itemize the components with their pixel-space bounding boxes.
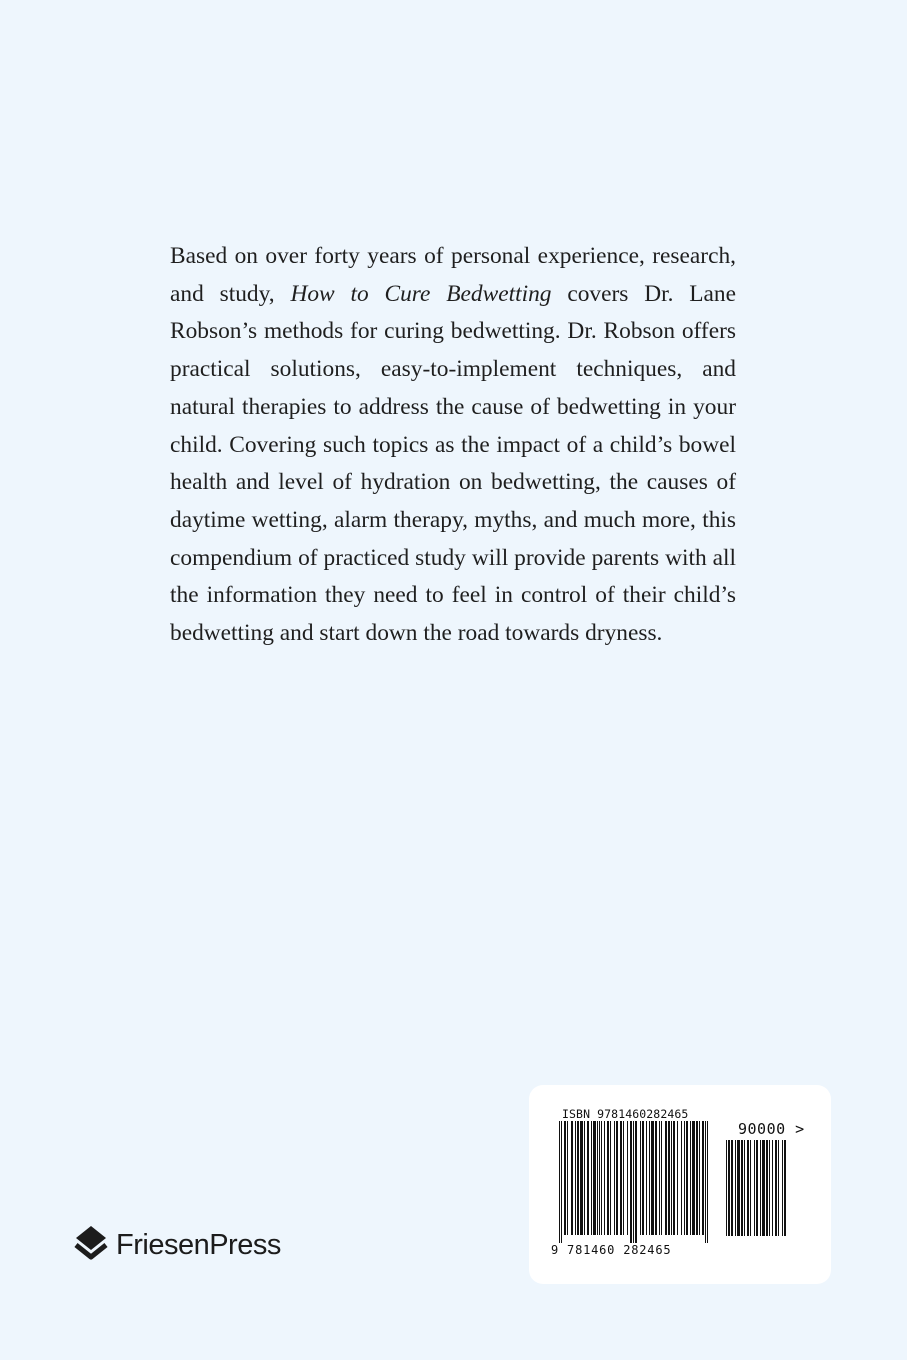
description-body: covers Dr. Lane Robson’s methods for curing bedwetting. Dr. Robson offers practical solutions, easy-to-implement techniques, and natural therapies to address the cause of bedwetting in your child. Covering such topics as the impact of a child’s bowel health and level of hydration on bedwetting, the causes of daytime wetting, alarm therapy, myths, and much more, this compendium of practiced study will provide parents with all the information they need to feel in control of their child’s bedwetting and start down the road towards dryness.: [170, 280, 737, 647]
description-intro: Based on over forty years of personal experience, research, and study,: [170, 243, 736, 307]
isbn-label: ISBN 9781460282465: [562, 1107, 689, 1121]
book-description: [170, 238, 736, 653]
ean13-bars: [559, 1121, 737, 1243]
addon-bars: [726, 1140, 802, 1244]
price-addon-label: 90000 >: [738, 1120, 805, 1138]
barcode-digits: 9 781460 282465: [551, 1243, 672, 1257]
isbn-barcode: [529, 1085, 831, 1284]
publisher-logo: [74, 1224, 281, 1266]
diamond-stack-icon: [74, 1224, 108, 1266]
publisher-name: FriesenPress: [116, 1228, 281, 1261]
book-title: How to Cure Bedwetting: [290, 280, 552, 307]
